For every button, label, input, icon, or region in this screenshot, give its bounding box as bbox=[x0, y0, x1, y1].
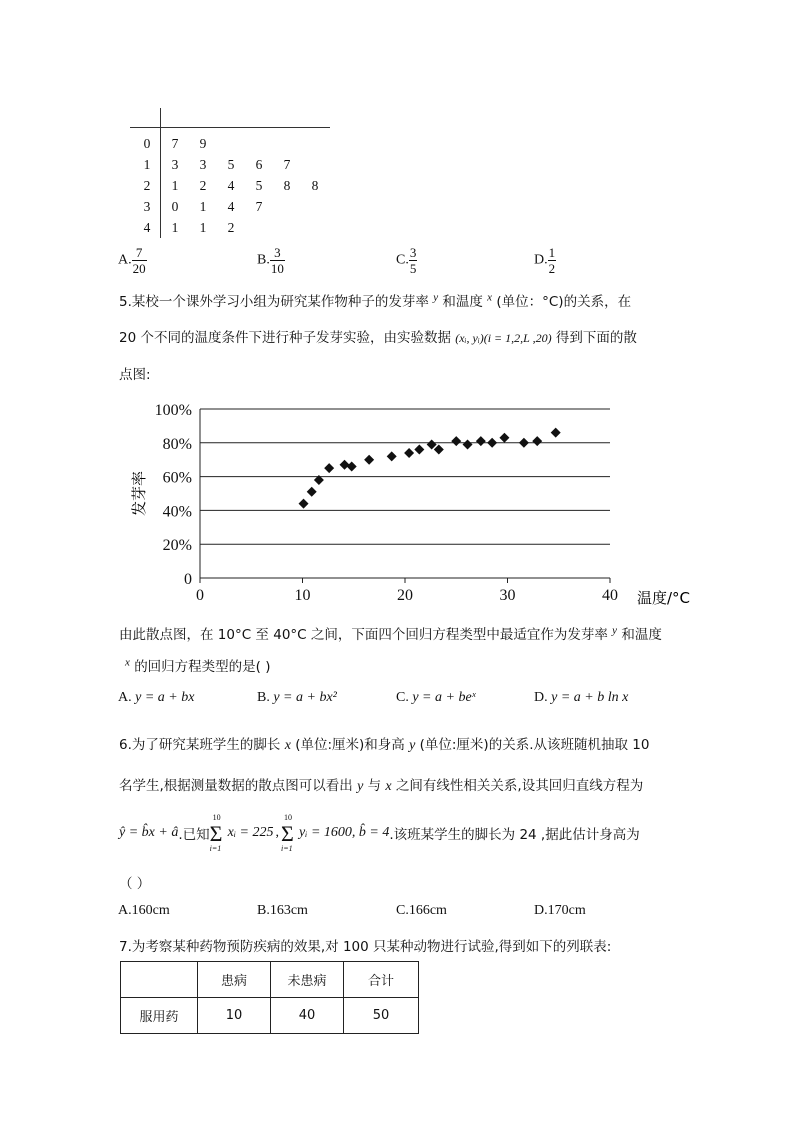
q4-choice bbox=[396, 245, 417, 276]
choice-letter: A. bbox=[118, 690, 136, 705]
q6-paren: （ ） bbox=[119, 876, 151, 892]
q6-var-x: x bbox=[284, 738, 291, 753]
fraction-denominator: 2 bbox=[548, 261, 556, 276]
table-header-cell: 未患病 bbox=[271, 962, 344, 998]
leaf-value: 1 bbox=[171, 220, 179, 235]
data-point bbox=[307, 487, 317, 497]
data-point bbox=[463, 439, 473, 449]
q6-choice bbox=[396, 903, 447, 919]
sigma-sum-x bbox=[210, 813, 228, 853]
fraction-denominator: 5 bbox=[409, 261, 417, 276]
y-tick-label: 60% bbox=[162, 469, 192, 487]
leaf-value: 3 bbox=[171, 157, 179, 172]
y-tick-label: 40% bbox=[162, 503, 192, 521]
x-tick-label: 40 bbox=[602, 587, 618, 604]
q5-line1 bbox=[119, 290, 631, 310]
contingency-table bbox=[120, 961, 419, 1034]
q5-text: 得到下面的散 bbox=[555, 330, 637, 346]
data-point bbox=[414, 445, 424, 455]
table-cell: 服用药 bbox=[121, 998, 198, 1034]
q5-var-y: y bbox=[433, 291, 439, 304]
q4-choice bbox=[534, 245, 556, 276]
x-tick-label: 20 bbox=[397, 587, 413, 604]
data-point bbox=[299, 499, 309, 509]
x-tick-label: 30 bbox=[499, 587, 516, 604]
q5-choice bbox=[257, 690, 337, 706]
leaf-value: 3 bbox=[199, 157, 207, 172]
leaf-value: 4 bbox=[227, 178, 235, 193]
choice-letter: C. bbox=[396, 903, 409, 918]
chart-grid bbox=[200, 409, 610, 583]
q4-choice bbox=[118, 245, 147, 276]
choice-letter: C. bbox=[396, 252, 409, 268]
data-point bbox=[387, 451, 397, 461]
q6-var-y: y bbox=[409, 738, 416, 753]
sum-y-value: yᵢ = 1600 bbox=[299, 825, 352, 840]
q6-line2 bbox=[119, 774, 643, 795]
data-point bbox=[499, 433, 509, 443]
q5-after-line1 bbox=[119, 623, 662, 643]
stem-leaf-plot bbox=[130, 108, 330, 238]
leaf-value: 7 bbox=[255, 199, 263, 214]
choice-formula: y = a + bx bbox=[135, 690, 195, 705]
sum-x-value: xᵢ = 225 bbox=[227, 825, 274, 840]
data-point bbox=[340, 460, 350, 470]
stem-value: 3 bbox=[143, 199, 151, 214]
q6-choice bbox=[257, 903, 308, 919]
sum-upper: 10 bbox=[212, 813, 221, 822]
choice-formula: y = a + b ln x bbox=[551, 690, 629, 705]
choice-letter: B. bbox=[257, 252, 270, 268]
data-points bbox=[299, 428, 561, 509]
leaf-value: 1 bbox=[171, 178, 179, 193]
choice-value: 160cm bbox=[131, 903, 170, 918]
q6-text: 与 bbox=[367, 778, 382, 794]
table-header-cell bbox=[121, 962, 198, 998]
fraction-numerator: 3 bbox=[270, 245, 285, 261]
b-hat-value: , b̂ = 4 bbox=[351, 825, 390, 840]
y-tick-label: 80% bbox=[162, 435, 192, 453]
stem-header-line bbox=[130, 127, 330, 128]
q5-text: 和温度 bbox=[621, 627, 662, 643]
choice-fraction bbox=[409, 245, 418, 276]
sum-lower: i=1 bbox=[281, 844, 293, 853]
data-point bbox=[519, 438, 529, 448]
data-point bbox=[364, 455, 374, 465]
leaf-value: 4 bbox=[227, 199, 235, 214]
leaf-value: 7 bbox=[171, 136, 179, 151]
y-tick-labels bbox=[155, 402, 192, 588]
fraction-denominator: 20 bbox=[132, 261, 146, 276]
sum-upper: 10 bbox=[284, 813, 293, 822]
q6-text: .该班某学生的脚长为 24 ,据此估计身高为 bbox=[389, 827, 640, 843]
q6-text: 之间有线性相关关系,设其回归直线方程为 bbox=[395, 778, 644, 794]
q5-choice bbox=[534, 690, 628, 706]
q6-text: 6.为了研究某班学生的脚长 bbox=[119, 737, 281, 753]
q6-choice bbox=[118, 903, 170, 919]
choice-fraction bbox=[270, 245, 285, 276]
data-point bbox=[427, 439, 437, 449]
fraction-denominator: 10 bbox=[270, 261, 284, 276]
table-cell: 10 bbox=[198, 998, 271, 1034]
choice-letter: B. bbox=[257, 690, 274, 705]
y-tick-label: 0 bbox=[184, 571, 192, 588]
table-row bbox=[121, 998, 419, 1034]
stem-value: 2 bbox=[143, 178, 151, 193]
fraction-numerator: 1 bbox=[548, 245, 556, 260]
q6-choice bbox=[534, 903, 586, 919]
q6-line3: ŷ = b̂x + â .已知 10 Σ i=1 xᵢ = 225 , 10 Σ i=1 yᵢ = 1600 , b̂ = 4 .该班某学生的脚长为 24 ,据此估计身高为 bbox=[119, 813, 640, 853]
q5-text: 5.某校一个课外学习小组为研究某作物种子的发芽率 bbox=[119, 294, 429, 310]
table-cell: 40 bbox=[271, 998, 344, 1034]
leaf-value: 1 bbox=[199, 220, 207, 235]
leaf-value: 7 bbox=[283, 157, 291, 172]
leaf-value: 0 bbox=[171, 199, 179, 214]
data-point bbox=[476, 436, 486, 446]
choice-formula: y = a + beˣ bbox=[412, 690, 476, 705]
q4-choice bbox=[257, 245, 285, 276]
fraction-numerator: 3 bbox=[409, 245, 417, 260]
choice-letter: D. bbox=[534, 690, 552, 705]
q5-choice bbox=[396, 690, 476, 706]
q5-text: 和温度 bbox=[442, 294, 483, 310]
table-header-cell: 患病 bbox=[198, 962, 271, 998]
leaf-value: 5 bbox=[227, 157, 235, 172]
leaf-value: 6 bbox=[255, 157, 263, 172]
x-tick-labels bbox=[196, 587, 618, 604]
choice-letter: A. bbox=[118, 903, 132, 918]
q6-var-x: x bbox=[385, 779, 392, 794]
data-point bbox=[324, 463, 334, 473]
x-tick-label: 0 bbox=[196, 587, 204, 604]
table-header-row bbox=[121, 962, 419, 998]
data-point bbox=[532, 436, 542, 446]
q6-text: (单位:厘米)的关系.从该班随机抽取 10 bbox=[419, 737, 650, 753]
table-cell: 50 bbox=[344, 998, 419, 1034]
choice-letter: C. bbox=[396, 690, 413, 705]
x-tick-label: 10 bbox=[294, 587, 311, 604]
fraction-numerator: 7 bbox=[132, 245, 147, 261]
sigma-icon: Σ bbox=[281, 821, 294, 846]
leaf-value: 8 bbox=[311, 178, 319, 193]
leaf-value: 1 bbox=[199, 199, 207, 214]
choice-fraction bbox=[132, 245, 147, 276]
sigma-sum-y bbox=[281, 813, 299, 853]
data-point bbox=[434, 445, 444, 455]
q5-text: 的回归方程类型的是( ) bbox=[134, 659, 271, 675]
sigma-icon: Σ bbox=[209, 821, 223, 846]
stem-value: 0 bbox=[143, 136, 151, 151]
q5-after-line2 bbox=[125, 655, 271, 675]
q5-choice bbox=[118, 690, 194, 706]
leaf-value: 2 bbox=[227, 220, 235, 235]
leaf-value: 9 bbox=[199, 136, 207, 151]
q7-line: 7.为考察某种药物预防疾病的效果,对 100 只某种动物进行试验,得到如下的列联表: bbox=[119, 939, 612, 955]
q5-var-y: y bbox=[612, 624, 618, 637]
sum-lower: i=1 bbox=[209, 844, 222, 853]
stem-value: 1 bbox=[143, 157, 151, 172]
q5-line2 bbox=[119, 326, 637, 346]
leaf-value: 5 bbox=[255, 178, 263, 193]
data-point bbox=[347, 461, 357, 471]
q6-var-y: y bbox=[357, 779, 364, 794]
choice-fraction bbox=[548, 245, 557, 276]
germination-scatter-chart bbox=[100, 395, 720, 615]
q5-math: (xᵢ, yᵢ)(i = 1,2,L ,20) bbox=[455, 331, 552, 345]
choice-value: 163cm bbox=[269, 903, 308, 918]
y-tick-label: 100% bbox=[154, 402, 192, 419]
choice-letter: D. bbox=[534, 252, 548, 268]
choice-value: 166cm bbox=[408, 903, 447, 918]
y-tick-label: 20% bbox=[162, 537, 192, 555]
regression-equation: ŷ = b̂x + â bbox=[119, 825, 179, 840]
choice-value: 170cm bbox=[547, 903, 586, 918]
q5-text: 由此散点图，在 10°C 至 40°C 之间，下面四个回归方程类型中最适宜作为发芽率 bbox=[119, 627, 608, 643]
stem-value: 4 bbox=[143, 220, 151, 235]
choice-letter: D. bbox=[534, 903, 548, 918]
q5-text: 20 个不同的温度条件下进行种子发芽实验，由实验数据 bbox=[119, 330, 451, 346]
q5-text: (单位：°C)的关系，在 bbox=[496, 294, 632, 310]
table-header-cell: 合计 bbox=[344, 962, 419, 998]
q6-text: (单位:厘米)和身高 bbox=[295, 737, 405, 753]
choice-formula: y = a + bx² bbox=[273, 690, 337, 705]
q5-var-x: x bbox=[125, 656, 130, 669]
data-point bbox=[551, 428, 561, 438]
q5-line3: 点图: bbox=[119, 367, 151, 383]
leaf-value: 8 bbox=[283, 178, 291, 193]
q5-var-x: x bbox=[487, 291, 493, 304]
data-point bbox=[487, 438, 497, 448]
q6-line1 bbox=[119, 733, 649, 754]
leaf-value: 2 bbox=[199, 178, 207, 193]
choice-letter: B. bbox=[257, 903, 270, 918]
q6-text: .已知 bbox=[178, 827, 210, 843]
x-axis-label: 温度/°C bbox=[637, 589, 691, 607]
data-point bbox=[451, 436, 461, 446]
q6-text: 名学生,根据测量数据的散点图可以看出 bbox=[119, 778, 353, 794]
choice-letter: A. bbox=[118, 252, 132, 268]
y-axis-label: 发芽率 bbox=[130, 470, 148, 517]
data-point bbox=[404, 448, 414, 458]
